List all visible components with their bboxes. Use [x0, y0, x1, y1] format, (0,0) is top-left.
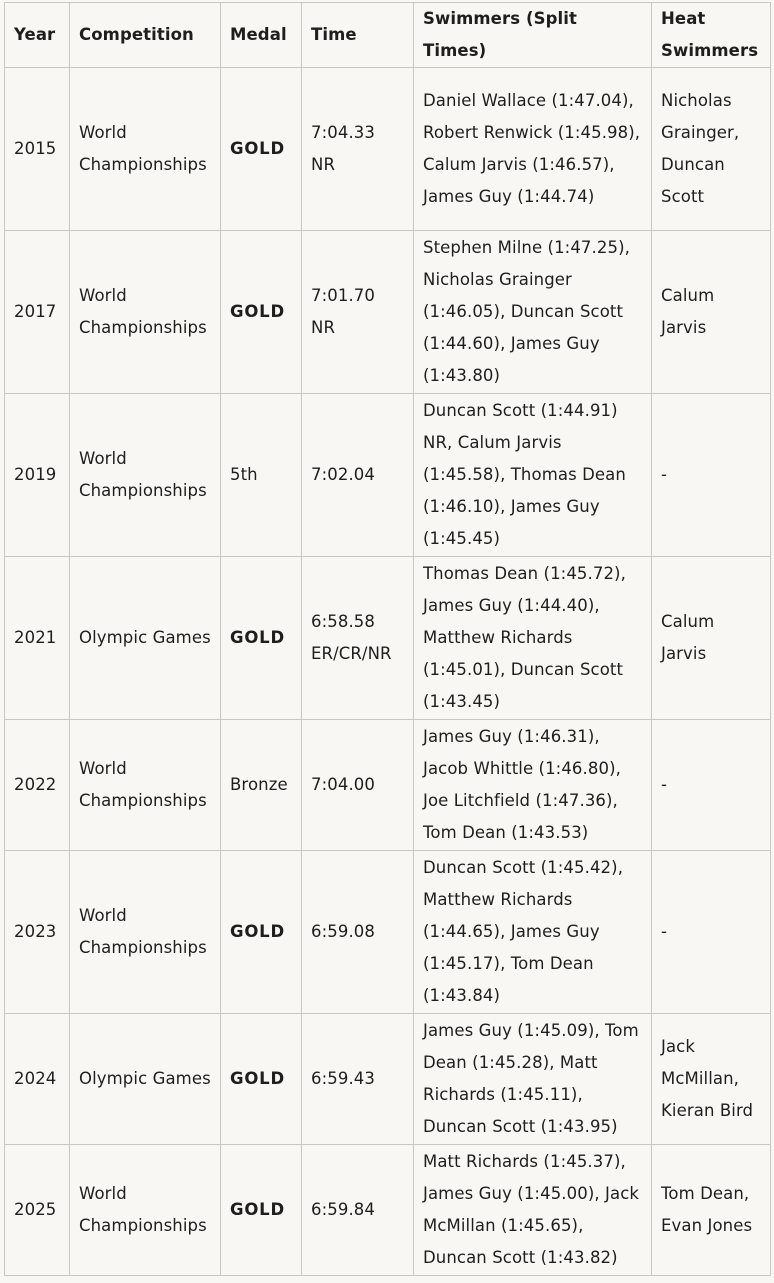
- table-row: [5, 557, 771, 720]
- relay-results-table: [4, 2, 771, 1276]
- cell-medal: GOLD: [221, 231, 302, 394]
- header-medal: Medal: [221, 3, 302, 68]
- cell-competition: Olympic Games: [70, 557, 221, 720]
- header-time: Time: [302, 3, 414, 68]
- cell-year: 2019: [5, 394, 70, 557]
- table-row: [5, 394, 771, 557]
- cell-medal: GOLD: [221, 68, 302, 231]
- cell-competition: World Championships: [70, 68, 221, 231]
- cell-swimmers: Duncan Scott (1:45.42), Matthew Richards (1:44.65), James Guy (1:45.17), Tom Dean (1:43.84): [414, 851, 652, 1014]
- table-row: [5, 231, 771, 394]
- cell-swimmers: Thomas Dean (1:45.72), James Guy (1:44.40), Matthew Richards (1:45.01), Duncan Scott (1:43.45): [414, 557, 652, 720]
- cell-medal: 5th: [221, 394, 302, 557]
- cell-medal: Bronze: [221, 720, 302, 851]
- cell-competition: World Championships: [70, 851, 221, 1014]
- cell-heat-swimmers: Nicholas Grainger, Duncan Scott: [652, 68, 771, 231]
- cell-competition: World Championships: [70, 1145, 221, 1276]
- cell-swimmers: Duncan Scott (1:44.91) NR, Calum Jarvis (1:45.58), Thomas Dean (1:46.10), James Guy (1:45.45): [414, 394, 652, 557]
- cell-year: 2024: [5, 1014, 70, 1145]
- table-row: [5, 1014, 771, 1145]
- table-row: [5, 68, 771, 231]
- cell-swimmers: Stephen Milne (1:47.25), Nicholas Grainger (1:46.05), Duncan Scott (1:44.60), James Guy (1:43.80): [414, 231, 652, 394]
- cell-heat-swimmers: -: [652, 851, 771, 1014]
- cell-heat-swimmers: Calum Jarvis: [652, 231, 771, 394]
- cell-year: 2023: [5, 851, 70, 1014]
- table-header-row: [5, 3, 771, 68]
- cell-year: 2015: [5, 68, 70, 231]
- cell-time: 7:04.33 NR: [302, 68, 414, 231]
- cell-competition: World Championships: [70, 720, 221, 851]
- cell-medal: GOLD: [221, 1014, 302, 1145]
- cell-heat-swimmers: Jack McMillan, Kieran Bird: [652, 1014, 771, 1145]
- cell-swimmers: Matt Richards (1:45.37), James Guy (1:45.00), Jack McMillan (1:45.65), Duncan Scott (1:43.82): [414, 1145, 652, 1276]
- cell-heat-swimmers: Calum Jarvis: [652, 557, 771, 720]
- cell-swimmers: James Guy (1:45.09), Tom Dean (1:45.28), Matt Richards (1:45.11), Duncan Scott (1:43.95): [414, 1014, 652, 1145]
- cell-medal: GOLD: [221, 557, 302, 720]
- cell-competition: World Championships: [70, 394, 221, 557]
- cell-time: 6:59.08: [302, 851, 414, 1014]
- header-swimmers: Swimmers (Split Times): [414, 3, 652, 68]
- cell-year: 2017: [5, 231, 70, 394]
- table-row: [5, 851, 771, 1014]
- cell-year: 2021: [5, 557, 70, 720]
- cell-medal: GOLD: [221, 851, 302, 1014]
- cell-swimmers: James Guy (1:46.31), Jacob Whittle (1:46.80), Joe Litchfield (1:47.36), Tom Dean (1:43.53): [414, 720, 652, 851]
- cell-time: 6:59.43: [302, 1014, 414, 1145]
- header-year: Year: [5, 3, 70, 68]
- header-competition: Competition: [70, 3, 221, 68]
- cell-time: 6:58.58 ER/CR/NR: [302, 557, 414, 720]
- cell-time: 7:04.00: [302, 720, 414, 851]
- cell-swimmers: Daniel Wallace (1:47.04), Robert Renwick (1:45.98), Calum Jarvis (1:46.57), James Guy (1:44.74): [414, 68, 652, 231]
- table-row: [5, 1145, 771, 1276]
- cell-year: 2025: [5, 1145, 70, 1276]
- table-row: [5, 720, 771, 851]
- cell-medal: GOLD: [221, 1145, 302, 1276]
- header-heat-swimmers: Heat Swimmers: [652, 3, 771, 68]
- cell-competition: Olympic Games: [70, 1014, 221, 1145]
- cell-year: 2022: [5, 720, 70, 851]
- cell-time: 7:02.04: [302, 394, 414, 557]
- cell-time: 6:59.84: [302, 1145, 414, 1276]
- cell-heat-swimmers: -: [652, 394, 771, 557]
- cell-heat-swimmers: -: [652, 720, 771, 851]
- cell-time: 7:01.70 NR: [302, 231, 414, 394]
- cell-heat-swimmers: Tom Dean, Evan Jones: [652, 1145, 771, 1276]
- cell-competition: World Championships: [70, 231, 221, 394]
